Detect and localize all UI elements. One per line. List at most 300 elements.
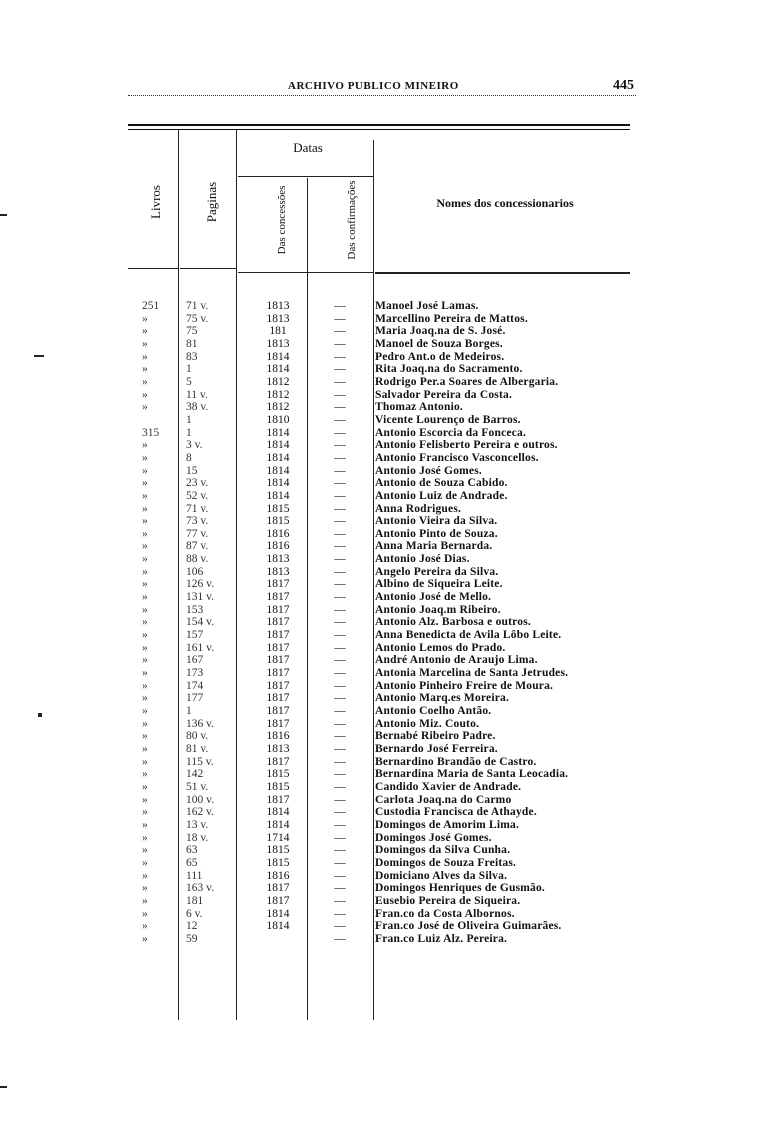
row-livro: »: [142, 667, 148, 680]
row-concessao: 1817: [266, 654, 290, 667]
row-pagina: 1: [186, 413, 192, 426]
row-nome: Salvador Pereira da Costa.: [375, 388, 513, 401]
row-livro: »: [142, 730, 148, 743]
row-livro: »: [142, 780, 148, 793]
row-livro: »: [142, 337, 148, 350]
row-concessao: 1814: [266, 907, 290, 920]
table-row: [128, 477, 648, 490]
row-livro: »: [142, 515, 148, 528]
row-concessao: 1814: [266, 451, 290, 464]
row-concessao: 1815: [266, 856, 290, 869]
row-pagina: 161 v.: [186, 641, 215, 654]
table-row: [128, 616, 648, 629]
row-confirmacao: —: [334, 844, 346, 857]
row-concessao: 1817: [266, 591, 290, 604]
row-livro: »: [142, 540, 148, 553]
row-pagina: 136 v.: [186, 717, 215, 730]
row-nome: Rodrigo Per.a Soares de Albergaria.: [375, 375, 559, 388]
table-row: [128, 566, 648, 579]
row-confirmacao: —: [334, 920, 346, 933]
row-confirmacao: —: [334, 375, 346, 388]
table-row: [128, 351, 648, 364]
table-row: [128, 439, 648, 452]
row-nome: Anna Benedicta de Avila Lôbo Leite.: [375, 629, 562, 642]
row-concessao: 1816: [266, 730, 290, 743]
table-row: [128, 870, 648, 883]
row-livro: »: [142, 894, 148, 907]
row-nome: Antonio de Souza Cabido.: [375, 477, 508, 490]
row-concessao: 1815: [266, 780, 290, 793]
row-concessao: 1817: [266, 578, 290, 591]
column-header-datas: Datas: [293, 140, 323, 155]
row-livro: »: [142, 882, 148, 895]
row-nome: Thomaz Antonio.: [375, 401, 463, 414]
row-concessao: 1814: [266, 920, 290, 933]
row-livro: »: [142, 477, 148, 490]
row-nome: Antonio Marq.es Moreira.: [375, 692, 510, 705]
row-nome: Fran.co José de Oliveira Guimarães.: [375, 920, 562, 933]
row-pagina: 18 v.: [186, 831, 209, 844]
row-nome: Angelo Pereira da Silva.: [375, 565, 499, 578]
column-header-livros: Livros: [148, 185, 163, 219]
table-row: [128, 794, 648, 807]
page-title: ARCHIVO PUBLICO MINEIRO: [288, 80, 459, 92]
row-pagina: 13 v.: [186, 818, 209, 831]
row-nome: Antonio Pinto de Souza.: [375, 527, 498, 540]
row-confirmacao: —: [334, 692, 346, 705]
row-confirmacao: —: [334, 856, 346, 869]
table-row: [128, 718, 648, 731]
row-confirmacao: —: [334, 350, 346, 363]
row-pagina: 1: [186, 705, 192, 717]
row-nome: Antonio Miz. Couto.: [375, 717, 480, 730]
row-concessao: 1814: [266, 489, 290, 502]
row-pagina: 71 v.: [186, 502, 209, 515]
row-pagina: 131 v.: [186, 591, 215, 604]
table-row: [128, 781, 648, 794]
row-nome: Maria Joaq.na de S. José.: [375, 325, 506, 338]
table-row: [128, 300, 648, 313]
row-pagina: 1: [186, 363, 192, 376]
row-concessao: 1817: [266, 667, 290, 680]
row-nome: Fran.co da Costa Albornos.: [375, 907, 515, 920]
row-pagina: 23 v.: [186, 477, 209, 490]
header-divider: [128, 95, 636, 96]
row-concessao: 1813: [266, 312, 290, 325]
row-confirmacao: —: [334, 755, 346, 768]
row-concessao: 1817: [266, 705, 290, 717]
row-livro: »: [142, 920, 148, 933]
row-livro: »: [142, 553, 148, 566]
row-pagina: 80 v.: [186, 730, 209, 743]
row-concessao: 1814: [266, 806, 290, 819]
row-confirmacao: —: [334, 515, 346, 528]
row-nome: Vicente Lourenço de Barros.: [375, 413, 521, 426]
row-concessao: 1812: [266, 401, 290, 414]
table-row: [128, 730, 648, 743]
row-pagina: 162 v.: [186, 806, 215, 819]
table-row: [128, 895, 648, 908]
row-livro: »: [142, 451, 148, 464]
row-confirmacao: —: [334, 439, 346, 452]
row-livro: »: [142, 679, 148, 692]
column-header-nomes: Nomes dos concessionarios: [436, 196, 574, 210]
row-pagina: 83: [186, 350, 198, 363]
row-concessao: 1814: [266, 464, 290, 477]
row-livro: »: [142, 869, 148, 882]
row-pagina: 173: [186, 667, 204, 680]
row-nome: Marcellino Pereira de Mattos.: [375, 312, 528, 325]
row-pagina: 38 v.: [186, 401, 209, 414]
table-row: [128, 338, 648, 351]
row-livro: »: [142, 616, 148, 629]
table-row: [128, 452, 648, 465]
row-concessao: 1815: [266, 502, 290, 515]
row-livro: »: [142, 312, 148, 325]
row-pagina: 111: [186, 869, 203, 882]
row-confirmacao: —: [334, 641, 346, 654]
row-nome: Anna Rodrigues.: [375, 502, 462, 515]
row-pagina: 106: [186, 565, 204, 578]
row-nome: Antonio Lemos do Prado.: [375, 641, 506, 654]
column-header-paginas: Paginas: [204, 181, 219, 223]
row-livro: »: [142, 591, 148, 604]
table-row: [128, 882, 648, 895]
row-livro: »: [142, 350, 148, 363]
row-pagina: 75 v.: [186, 312, 209, 325]
row-livro: »: [142, 502, 148, 515]
row-pagina: 63: [186, 844, 198, 857]
page-number: 445: [613, 78, 634, 93]
row-confirmacao: —: [334, 882, 346, 895]
row-confirmacao: —: [334, 705, 346, 717]
row-pagina: 51 v.: [186, 780, 209, 793]
row-nome: Rita Joaq.na do Sacramento.: [375, 363, 523, 376]
table-row: [128, 591, 648, 604]
row-confirmacao: —: [334, 831, 346, 844]
row-concessao: 1812: [266, 375, 290, 388]
header-bottom-rule-datas: [238, 272, 373, 273]
row-pagina: 163 v.: [186, 882, 215, 895]
row-nome: Candido Xavier de Andrade.: [375, 780, 522, 793]
row-confirmacao: —: [334, 717, 346, 730]
row-confirmacao: —: [334, 768, 346, 781]
row-livro: »: [142, 818, 148, 831]
row-nome: Fran.co Luiz Alz. Pereira.: [375, 932, 508, 945]
row-nome: Antonio Francisco Vasconcellos.: [375, 451, 539, 464]
table-row: [128, 920, 648, 933]
row-concessao: 1814: [266, 426, 290, 439]
table-row: [128, 578, 648, 591]
row-livro: »: [142, 439, 148, 452]
table-row: [128, 680, 648, 693]
header-bottom-rule-nomes: [375, 272, 630, 274]
row-livro: »: [142, 844, 148, 857]
row-nome: Bernardino Brandão de Castro.: [375, 755, 537, 768]
row-nome: Domingos de Souza Freitas.: [375, 856, 517, 869]
row-nome: Antonio Luiz de Andrade.: [375, 489, 508, 502]
row-livro: »: [142, 641, 148, 654]
table-top-rule-inner: [128, 129, 630, 130]
row-confirmacao: —: [334, 806, 346, 819]
row-livro: »: [142, 629, 148, 642]
row-pagina: 81 v.: [186, 742, 209, 755]
row-nome: Antonio Pinheiro Freire de Moura.: [375, 679, 554, 692]
row-nome: Antonio Felisberto Pereira e outros.: [375, 439, 558, 452]
row-confirmacao: —: [334, 907, 346, 920]
row-pagina: 177: [186, 692, 204, 705]
row-confirmacao: —: [334, 464, 346, 477]
row-concessao: 1817: [266, 882, 290, 895]
row-livro: »: [142, 603, 148, 616]
row-nome: Antonio Escorcia da Fonceca.: [375, 426, 527, 439]
table-row: [128, 389, 648, 402]
row-confirmacao: —: [334, 337, 346, 350]
row-confirmacao: —: [334, 818, 346, 831]
row-confirmacao: —: [334, 312, 346, 325]
row-concessao: 1817: [266, 616, 290, 629]
row-nome: Domingos da Silva Cunha.: [375, 844, 511, 857]
row-nome: Domingos Henriques de Gusmão.: [375, 882, 546, 895]
row-concessao: 1815: [266, 844, 290, 857]
row-confirmacao: —: [334, 591, 346, 604]
row-concessao: 1815: [266, 515, 290, 528]
table-row: [128, 629, 648, 642]
row-livro: »: [142, 375, 148, 388]
row-livro: »: [142, 932, 148, 945]
row-pagina: 15: [186, 464, 198, 477]
row-pagina: 115 v.: [186, 755, 214, 768]
row-livro: »: [142, 565, 148, 578]
row-pagina: 73 v.: [186, 515, 209, 528]
row-nome: Carlota Joaq.na do Carmo: [375, 793, 512, 806]
row-livro: »: [142, 578, 148, 591]
row-pagina: 75: [186, 325, 198, 338]
table-row: [128, 908, 648, 921]
row-nome: André Antonio de Araujo Lima.: [375, 654, 538, 667]
row-pagina: 77 v.: [186, 527, 209, 540]
table-row: [128, 401, 648, 414]
row-livro: »: [142, 705, 148, 717]
row-pagina: 81: [186, 337, 198, 350]
table-top-rule: [128, 124, 630, 126]
row-nome: Antonio Coelho Antão.: [375, 705, 492, 717]
table-row: [128, 705, 648, 718]
row-pagina: 174: [186, 679, 204, 692]
row-nome: Antonia Marcelina de Santa Jetrudes.: [375, 667, 569, 680]
row-livro: »: [142, 856, 148, 869]
row-livro: 315: [142, 426, 160, 439]
table-row: [128, 692, 648, 705]
table-row: [128, 604, 648, 617]
row-pagina: 126 v.: [186, 578, 215, 591]
row-confirmacao: —: [334, 388, 346, 401]
row-pagina: 71 v.: [186, 300, 209, 312]
table-row: [128, 844, 648, 857]
row-livro: »: [142, 527, 148, 540]
row-concessao: 181: [269, 325, 287, 338]
row-confirmacao: —: [334, 502, 346, 515]
row-livro: 251: [142, 300, 160, 312]
column-header-concessoes: Das concessões: [276, 185, 288, 255]
row-nome: Domingos José Gomes.: [375, 831, 492, 844]
header-bottom-rule-livros: [128, 268, 178, 269]
row-concessao: 1817: [266, 679, 290, 692]
row-confirmacao: —: [334, 489, 346, 502]
row-concessao: 1814: [266, 439, 290, 452]
row-pagina: 5: [186, 375, 192, 388]
row-confirmacao: —: [334, 869, 346, 882]
row-concessao: 1814: [266, 363, 290, 376]
table-row: [128, 806, 648, 819]
scan-mark: [34, 355, 44, 357]
row-confirmacao: —: [334, 540, 346, 553]
row-concessao: 1812: [266, 388, 290, 401]
row-nome: Custodia Francisca de Athayde.: [375, 806, 537, 819]
row-livro: »: [142, 388, 148, 401]
row-confirmacao: —: [334, 363, 346, 376]
row-concessao: 1817: [266, 629, 290, 642]
row-confirmacao: —: [334, 553, 346, 566]
table-row: [128, 540, 648, 553]
table-row: [128, 768, 648, 781]
row-confirmacao: —: [334, 477, 346, 490]
row-nome: Bernardina Maria de Santa Leocadia.: [375, 768, 569, 781]
row-confirmacao: —: [334, 451, 346, 464]
row-pagina: 88 v.: [186, 553, 209, 566]
row-nome: Manoel de Souza Borges.: [375, 337, 503, 350]
table-row: [128, 756, 648, 769]
column-header-confirmacoes: Das confirmações: [346, 180, 358, 260]
row-confirmacao: —: [334, 793, 346, 806]
row-livro: »: [142, 907, 148, 920]
row-confirmacao: —: [334, 565, 346, 578]
row-concessao: 1816: [266, 869, 290, 882]
row-pagina: 11 v.: [186, 388, 208, 401]
table-row: [128, 933, 648, 946]
row-concessao: 1813: [266, 565, 290, 578]
row-pagina: 65: [186, 856, 198, 869]
row-nome: Domiciano Alves da Silva.: [375, 869, 508, 882]
row-pagina: 59: [186, 932, 198, 945]
row-concessao: 1813: [266, 337, 290, 350]
row-concessao: 1817: [266, 717, 290, 730]
row-pagina: 157: [186, 629, 204, 642]
row-nome: Antonio José de Mello.: [375, 591, 492, 604]
row-concessao: 1814: [266, 350, 290, 363]
row-pagina: 1: [186, 426, 192, 439]
row-livro: »: [142, 717, 148, 730]
row-confirmacao: —: [334, 780, 346, 793]
row-livro: »: [142, 742, 148, 755]
row-concessao: 1817: [266, 692, 290, 705]
row-livro: »: [142, 363, 148, 376]
row-confirmacao: —: [334, 426, 346, 439]
row-pagina: 142: [186, 768, 204, 781]
row-pagina: 6 v.: [186, 907, 203, 920]
row-livro: »: [142, 692, 148, 705]
row-pagina: 181: [186, 894, 204, 907]
row-concessao: 1813: [266, 742, 290, 755]
row-livro: »: [142, 831, 148, 844]
row-pagina: 8: [186, 451, 192, 464]
table-row: [128, 363, 648, 376]
table-row: [128, 654, 648, 667]
table-row: [128, 642, 648, 655]
table-row: [128, 490, 648, 503]
table-row: [128, 857, 648, 870]
row-confirmacao: —: [334, 300, 346, 312]
row-livro: »: [142, 793, 148, 806]
row-confirmacao: —: [334, 413, 346, 426]
row-pagina: 154 v.: [186, 616, 215, 629]
row-confirmacao: —: [334, 894, 346, 907]
row-concessao: 1816: [266, 527, 290, 540]
row-nome: Eusebio Pereira de Siqueira.: [375, 894, 521, 907]
table-row: [128, 503, 648, 516]
row-concessao: 1714: [266, 831, 290, 844]
table-row: [128, 414, 648, 427]
scan-mark: [38, 713, 42, 717]
table-row: [128, 465, 648, 478]
table-row: [128, 427, 648, 440]
row-confirmacao: —: [334, 932, 346, 945]
row-concessao: 1810: [266, 413, 290, 426]
row-pagina: 87 v.: [186, 540, 209, 553]
row-concessao: 1817: [266, 793, 290, 806]
row-livro: »: [142, 755, 148, 768]
row-pagina: 100 v.: [186, 793, 215, 806]
row-pagina: 12: [186, 920, 198, 933]
table-row: [128, 376, 648, 389]
row-nome: Bernabé Ribeiro Padre.: [375, 730, 496, 743]
row-pagina: 153: [186, 603, 204, 616]
row-livro: »: [142, 464, 148, 477]
row-livro: »: [142, 806, 148, 819]
table-row: [128, 313, 648, 326]
row-confirmacao: —: [334, 401, 346, 414]
row-concessao: 1817: [266, 641, 290, 654]
scan-mark: [0, 214, 7, 216]
table-row: [128, 832, 648, 845]
row-confirmacao: —: [334, 325, 346, 338]
scan-mark: [0, 1086, 7, 1088]
row-concessao: 1813: [266, 553, 290, 566]
row-confirmacao: —: [334, 654, 346, 667]
row-nome: Antonio Vieira da Silva.: [375, 515, 498, 528]
row-concessao: 1816: [266, 540, 290, 553]
row-confirmacao: —: [334, 679, 346, 692]
row-concessao: 1817: [266, 894, 290, 907]
row-confirmacao: —: [334, 616, 346, 629]
header-bottom-rule-paginas: [180, 268, 236, 269]
row-nome: Bernardo José Ferreira.: [375, 742, 498, 755]
row-livro: »: [142, 768, 148, 781]
row-concessao: 1814: [266, 818, 290, 831]
table-row: [128, 515, 648, 528]
row-livro: »: [142, 401, 148, 414]
row-nome: Manoel José Lamas.: [375, 300, 479, 312]
row-pagina: 167: [186, 654, 204, 667]
row-nome: Albino de Siqueira Leite.: [375, 578, 503, 591]
row-concessao: 1817: [266, 603, 290, 616]
row-confirmacao: —: [334, 730, 346, 743]
row-concessao: 1817: [266, 755, 290, 768]
row-confirmacao: —: [334, 603, 346, 616]
table-row: [128, 528, 648, 541]
row-confirmacao: —: [334, 629, 346, 642]
row-concessao: 1813: [266, 300, 290, 312]
